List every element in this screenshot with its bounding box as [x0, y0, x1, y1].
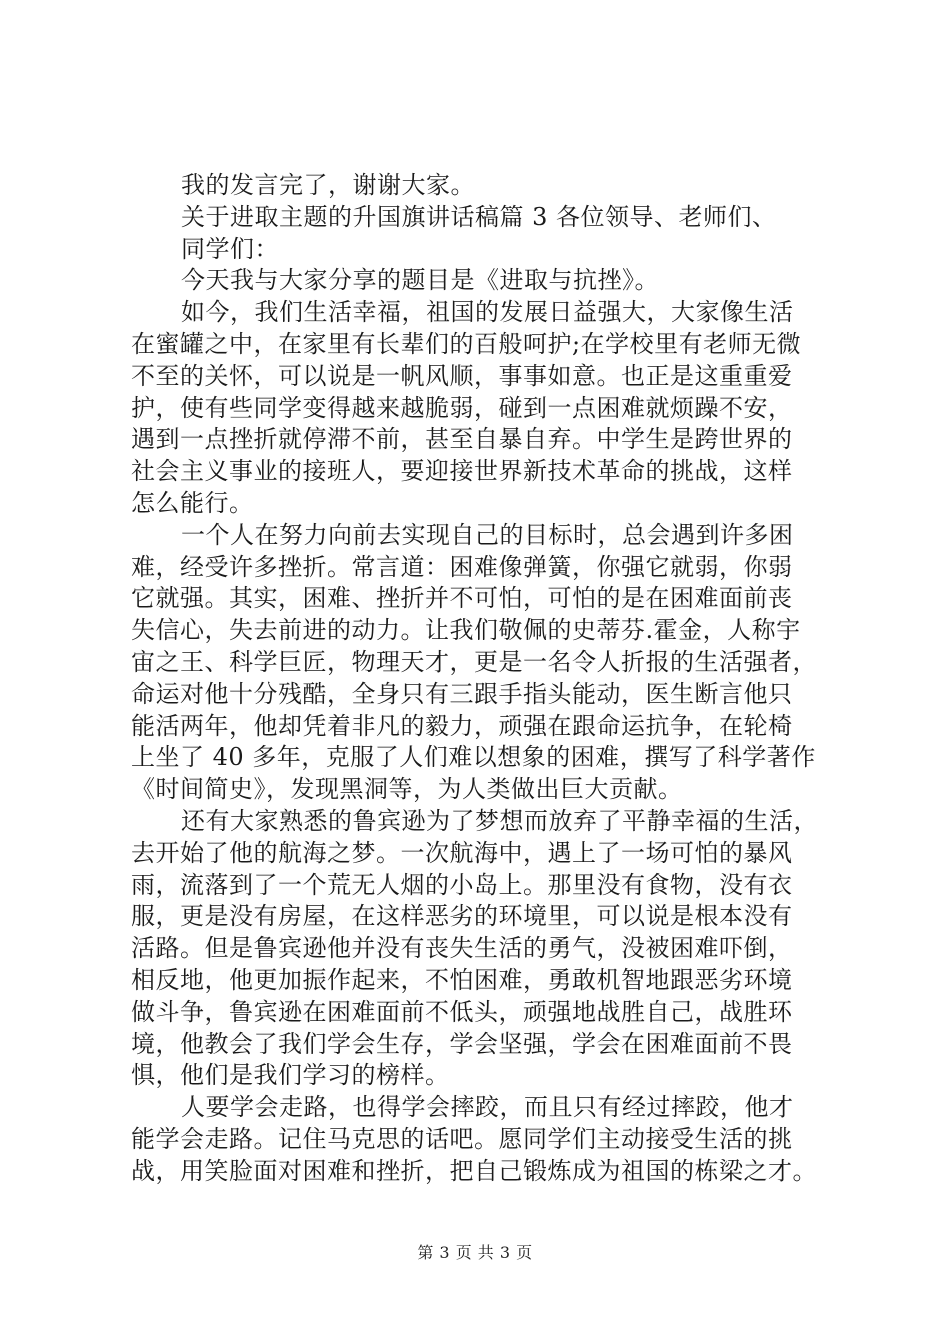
text-line: 遇到一点挫折就停滞不前，甚至自暴自弃。中学生是跨世界的 [131, 425, 793, 454]
text-line: 还有大家熟悉的鲁宾逊为了梦想而放弃了平静幸福的生活， [181, 806, 818, 835]
text-line: 做斗争，鲁宾逊在困难面前不低头，顽强地战胜自己，战胜环 [131, 997, 793, 1026]
text-line: 战，用笑脸面对困难和挫折，把自己锻炼成为祖国的栋梁之才。 [131, 1156, 817, 1185]
text-line: 去开始了他的航海之梦。一次航海中，遇上了一场可怕的暴风 [131, 838, 793, 867]
text-line: 不至的关怀，可以说是一帆风顺，事事如意。也正是这重重爱 [131, 361, 793, 390]
text-line: 《时间简史》，发现黑洞等，为人类做出巨大贡献。 [131, 775, 683, 804]
text-line: 同学们： [181, 234, 279, 263]
text-line: 它就强。其实，困难、挫折并不可怕，可怕的是在困难面前丧 [131, 584, 793, 613]
text-line: 我的发言完了，谢谢大家。 [181, 171, 475, 199]
text-line: 社会主义事业的接班人，要迎接世界新技术革命的挑战，这样 [131, 457, 793, 486]
text-line: 能活两年，他却凭着非凡的毅力，顽强在跟命运抗争，在轮椅 [131, 711, 793, 740]
text-line: 服，更是没有房屋，在这样恶劣的环境里，可以说是根本没有 [131, 902, 793, 931]
text-line: 在蜜罐之中，在家里有长辈们的百般呵护;在学校里有老师无微 [131, 329, 802, 358]
text-line: 能学会走路。记住马克思的话吧。愿同学们主动接受生活的挑 [131, 1124, 793, 1153]
text-line: 人要学会走路，也得学会摔跤，而且只有经过摔跤，他才 [181, 1093, 794, 1122]
text-line: 难，经受许多挫折。常言道：困难像弹簧，你强它就弱，你弱 [131, 552, 793, 581]
text-line: 宙之王、科学巨匠，物理天才，更是一名令人折报的生活强者， [131, 647, 817, 676]
text-line: 活路。但是鲁宾逊他并没有丧失生活的勇气，没被困难吓倒， [131, 934, 793, 963]
text-line: 怎么能行。 [131, 488, 254, 517]
text-line: 如今，我们生活幸福，祖国的发展日益强大，大家像生活 [181, 298, 794, 327]
text-line: 护，使有些同学变得越来越脆弱，碰到一点困难就烦躁不安， [131, 393, 793, 422]
text-line: 雨，流落到了一个荒无人烟的小岛上。那里没有食物，没有衣 [131, 870, 793, 899]
text-line: 失信心，失去前进的动力。让我们敬佩的史蒂芬.霍金，人称宇 [131, 616, 801, 645]
text-line: 命运对他十分残酷，全身只有三跟手指头能动，医生断言他只 [131, 679, 793, 708]
text-line: 境，他教会了我们学会生存，学会坚强，学会在困难面前不畏 [131, 1029, 793, 1058]
text-line: 上坐了 40 多年，克服了人们难以想象的困难，撰写了科学著作 [131, 743, 816, 772]
page-footer: 第 3 页 共 3 页 [417, 1243, 533, 1262]
text-line: 惧，他们是我们学习的榜样。 [131, 1061, 450, 1090]
text-line: 相反地，他更加振作起来，不怕困难，勇敢机智地跟恶劣环境 [131, 965, 793, 994]
text-line: 一个人在努力向前去实现自己的目标时，总会遇到许多困 [181, 520, 794, 549]
text-line: 今天我与大家分享的题目是《进取与抗挫》。 [181, 266, 659, 295]
text-line: 关于进取主题的升国旗讲话稿篇 3 各位领导、老师们、 [181, 202, 777, 231]
document-body [131, 170, 851, 1188]
